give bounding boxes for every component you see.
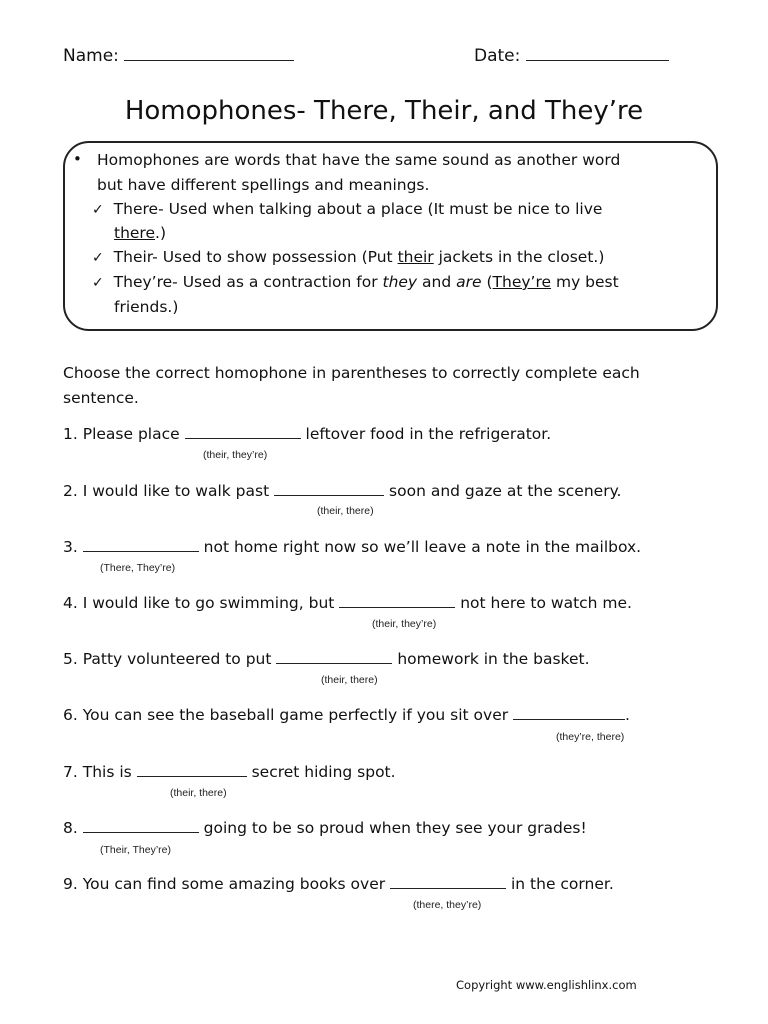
name-row [63, 46, 294, 66]
instructions: Choose the correct homophone in parentheses to correctly complete each sentence. [63, 364, 640, 407]
answer-blank-2[interactable] [274, 481, 384, 496]
bullet-icon: • [73, 150, 82, 168]
question-4 [63, 593, 632, 612]
question-after: not home right now so we’ll leave a note in the mailbox. [203, 538, 642, 556]
question-9 [63, 874, 614, 893]
there-example: there [114, 224, 156, 242]
copyright: Copyright www.englishlinx.com [456, 978, 637, 992]
answer-blank-8[interactable] [83, 818, 199, 833]
their-definition [92, 245, 707, 271]
checkmark-icon: ✓ [92, 275, 104, 291]
hint-9: (there, they’re) [413, 899, 482, 911]
question-before: This is [82, 763, 132, 781]
question-7 [63, 762, 396, 781]
definition-bullet [97, 148, 707, 197]
question-number: 9. [63, 875, 78, 893]
hint-2: (their, there) [317, 505, 374, 517]
question-before: You can find some amazing books over [82, 875, 386, 893]
page-title: Homophones- There, Their, and They’re [124, 96, 644, 126]
question-number: 6. [63, 706, 78, 724]
checkmark-icon: ✓ [92, 250, 104, 266]
question-2 [63, 481, 621, 500]
hint-6: (they’re, there) [556, 731, 625, 743]
question-6 [63, 705, 630, 724]
theyre-end: my best [551, 273, 619, 291]
answer-blank-3[interactable] [83, 537, 199, 552]
question-before: I would like to walk past [82, 482, 270, 500]
date-label: Date: [474, 46, 521, 66]
theyre-text: They’re- Used as a contraction for [113, 273, 383, 291]
question-after: leftover food in the refrigerator. [305, 425, 552, 443]
question-before: Please place [82, 425, 180, 443]
question-before: You can see the baseball game perfectly if you sit over [82, 706, 509, 724]
question-3 [63, 537, 641, 556]
their-text: Their- Used to show possession (Put [113, 248, 398, 266]
question-after: secret hiding spot. [251, 763, 396, 781]
hint-5: (their, there) [321, 674, 378, 686]
answer-blank-9[interactable] [390, 874, 506, 889]
question-1 [63, 424, 551, 443]
question-after: soon and gaze at the scenery. [389, 482, 622, 500]
answer-blank-6[interactable] [513, 705, 625, 720]
question-number: 5. [63, 650, 78, 668]
there-end: .) [155, 224, 166, 242]
there-definition [92, 197, 707, 223]
question-after: not here to watch me. [460, 594, 632, 612]
hint-8: (Their, They’re) [100, 844, 171, 856]
theyre-definition-line2: friends.) [114, 298, 179, 316]
question-number: 7. [63, 763, 78, 781]
hint-3: (There, They’re) [100, 562, 176, 574]
question-number: 3. [63, 538, 78, 556]
bullet-line-1: Homophones are words that have the same sound as another word [97, 151, 621, 169]
question-after: in the corner. [510, 875, 614, 893]
theyre-paren: ( [481, 273, 493, 291]
question-after: going to be so proud when they see your grades! [203, 819, 587, 837]
theyre-definition [92, 270, 707, 296]
answer-blank-7[interactable] [137, 762, 247, 777]
theyre-example: They’re [492, 273, 552, 291]
theyre-they: they [382, 273, 418, 291]
question-before: Patty volunteered to put [82, 650, 272, 668]
there-definition-line2 [114, 221, 166, 246]
checkmark-icon: ✓ [92, 202, 104, 218]
date-row [474, 46, 669, 66]
question-after: homework in the basket. [397, 650, 590, 668]
theyre-and: and [417, 273, 457, 291]
hint-1: (their, they’re) [203, 449, 268, 461]
answer-blank-4[interactable] [339, 593, 455, 608]
hint-7: (their, there) [170, 787, 227, 799]
question-number: 8. [63, 819, 78, 837]
answer-blank-1[interactable] [185, 424, 301, 439]
answer-blank-5[interactable] [276, 649, 392, 664]
name-label: Name: [63, 46, 119, 66]
their-end: jackets in the closet.) [433, 248, 605, 266]
question-number: 1. [63, 425, 78, 443]
there-text: There- Used when talking about a place (It must be nice to live [113, 200, 603, 218]
question-number: 4. [63, 594, 78, 612]
name-field[interactable] [124, 60, 294, 61]
theyre-are: are [456, 273, 482, 291]
question-before: I would like to go swimming, but [82, 594, 335, 612]
date-field[interactable] [526, 60, 669, 61]
question-after: . [625, 706, 630, 724]
their-example: their [397, 248, 434, 266]
question-8 [63, 818, 587, 837]
question-5 [63, 649, 590, 668]
bullet-line-2: but have different spellings and meanings. [97, 175, 430, 194]
question-number: 2. [63, 482, 78, 500]
hint-4: (their, they’re) [372, 618, 437, 630]
